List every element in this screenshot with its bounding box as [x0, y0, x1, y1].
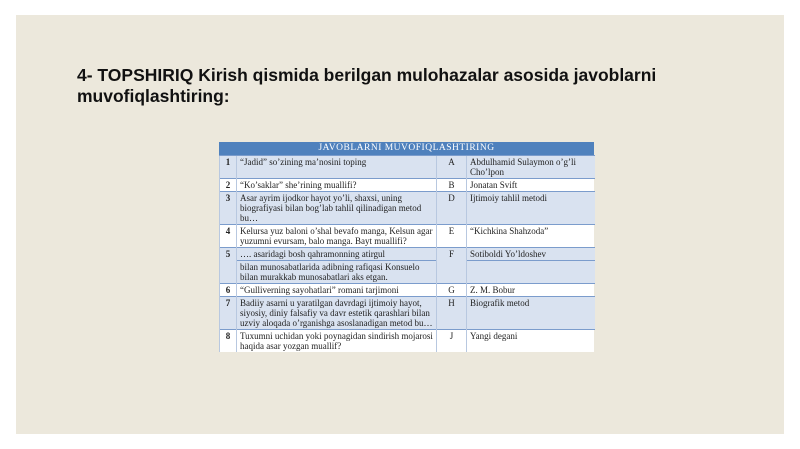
row-number: 7	[220, 297, 237, 330]
row-number: 5	[220, 248, 237, 261]
answer-cell: “Kichkina Shahzoda”	[467, 225, 595, 248]
table-row	[220, 179, 595, 192]
answer-letter: F	[437, 248, 467, 261]
question-cell: Kelursa yuz baloni o’shal bevafo manga, Kelsun agar yuzumni evursam, balo manga. Bayt muallifi?	[237, 225, 437, 248]
answer-letter: G	[437, 284, 467, 297]
question-cell: “Jadid” so’zining ma’nosini toping	[237, 156, 437, 179]
question-cell: Badiiy asarni u yaratilgan davrdagi ijtimoiy hayot, siyosiy, diniy falsafiy va davr estetik qarashlari bilan uzviy aloqada o’rganishga asoslanadigan metod bu…	[237, 297, 437, 330]
slide	[16, 15, 784, 434]
slide-title: 4- TOPSHIRIQ Kirish qismida berilgan mulohazalar asosida javoblarni muvofiqlashtiring:	[77, 65, 657, 106]
question-cell: bilan munosabatlarida adibning rafiqasi Konsuelo bilan murakkab munosabatlari aks etgan.	[237, 261, 437, 284]
answer-cell: Z. M. Bobur	[467, 284, 595, 297]
question-cell: …. asaridagi bosh qahramonning atirgul	[237, 248, 437, 261]
table-row	[220, 248, 595, 261]
question-cell: Asar ayrim ijodkor hayot yo’li, shaxsi, uning biografiyasi bilan bog’lab tahlil qilinadigan metod bu…	[237, 192, 437, 225]
matching-table	[219, 142, 594, 352]
table-row	[220, 330, 595, 353]
answer-letter: H	[437, 297, 467, 330]
row-number: 2	[220, 179, 237, 192]
answer-cell: Abdulhamid Sulaymon o’g’li Cho’lpon	[467, 156, 595, 179]
question-cell: “Gulliverning sayohatlari” romani tarjimoni	[237, 284, 437, 297]
answer-cell	[467, 261, 595, 284]
answer-letter: E	[437, 225, 467, 248]
table-row	[220, 284, 595, 297]
answer-cell: Sotiboldi Yo’ldoshev	[467, 248, 595, 261]
row-number: 3	[220, 192, 237, 225]
answer-letter	[437, 261, 467, 284]
table-header: JAVOBLARNI MUVOFIQLASHTIRING	[219, 142, 594, 155]
answer-cell: Biografik metod	[467, 297, 595, 330]
answer-letter: A	[437, 156, 467, 179]
answer-letter: B	[437, 179, 467, 192]
answer-cell: Yangi degani	[467, 330, 595, 353]
table-row	[220, 261, 595, 284]
answer-cell: Ijtimoiy tahlil metodi	[467, 192, 595, 225]
question-cell: “Ko’saklar” she’rining muallifi?	[237, 179, 437, 192]
answer-letter: D	[437, 192, 467, 225]
row-number: 8	[220, 330, 237, 353]
row-number: 1	[220, 156, 237, 179]
answer-letter: J	[437, 330, 467, 353]
matching-table-grid	[219, 155, 595, 352]
table-row	[220, 192, 595, 225]
table-row	[220, 156, 595, 179]
table-row	[220, 297, 595, 330]
table-row	[220, 225, 595, 248]
answer-cell: Jonatan Svift	[467, 179, 595, 192]
question-cell: Tuxumni uchidan yoki poynagidan sindirish mojarosi haqida asar yozgan muallif?	[237, 330, 437, 353]
row-number: 6	[220, 284, 237, 297]
row-number: 4	[220, 225, 237, 248]
row-number	[220, 261, 237, 284]
